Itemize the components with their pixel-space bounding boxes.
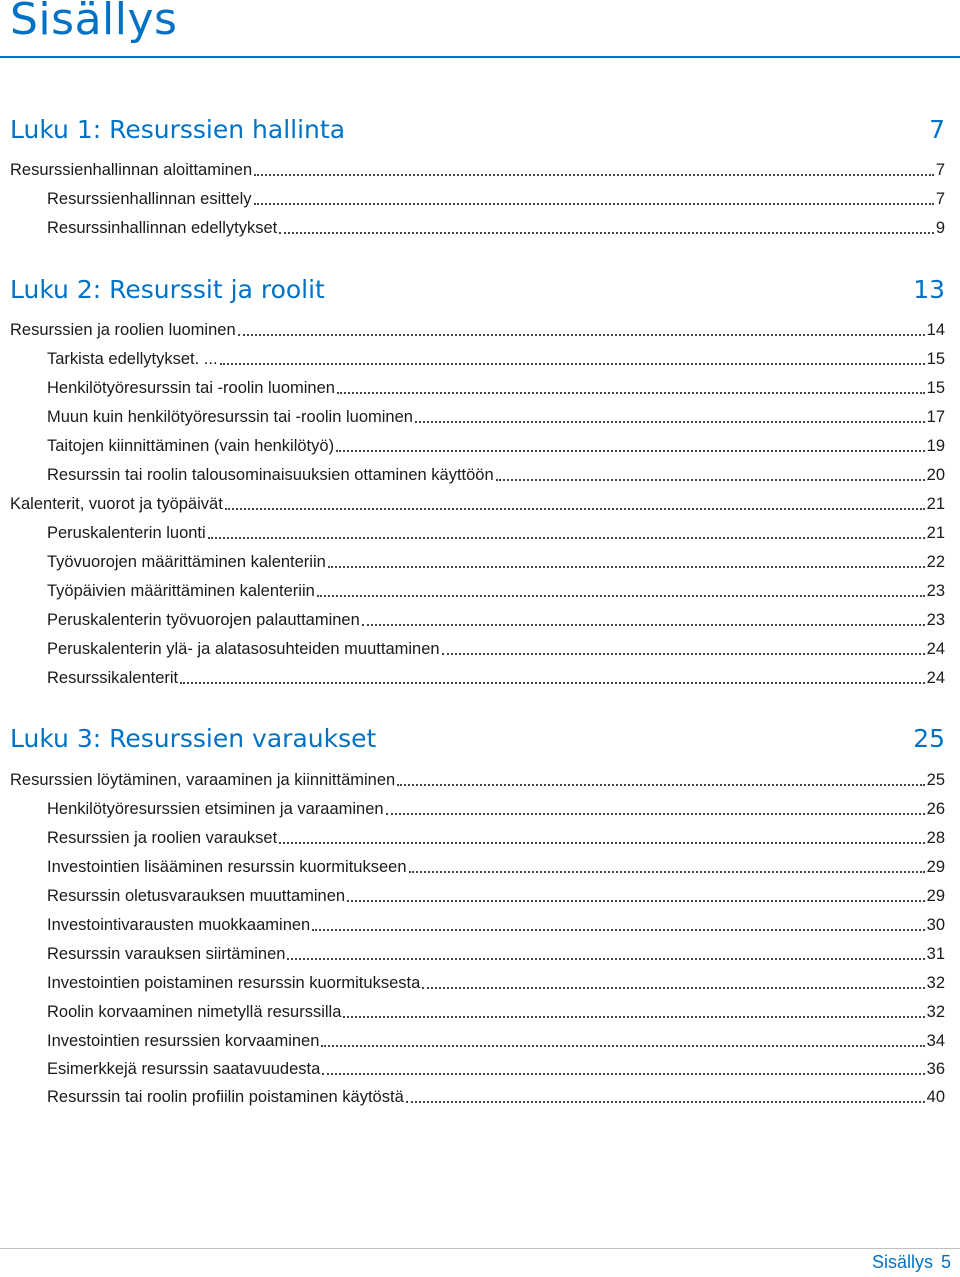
toc-entry-label: Resurssienhallinnan aloittaminen: [10, 161, 253, 179]
chapter-page: 25: [913, 723, 945, 753]
toc-entry-label: Peruskalenterin työvuorojen palauttaminen: [47, 611, 360, 629]
toc-entry-label: Esimerkkejä resurssin saatavuudesta: [47, 1060, 321, 1078]
dot-leader: [220, 363, 925, 365]
toc-entry-label: Resurssikalenterit: [47, 669, 179, 687]
toc-entry[interactable]: [47, 374, 945, 398]
dot-leader: [415, 421, 925, 423]
toc-entry-label: Taitojen kiinnittäminen (vain henkilötyö): [47, 437, 335, 455]
toc-entry[interactable]: [10, 766, 945, 790]
toc-entry-page: 22: [926, 553, 945, 571]
toc-entry-page: 17: [926, 408, 945, 426]
toc-entry-page: 30: [926, 916, 945, 934]
dot-leader: [406, 1101, 925, 1103]
toc-entry-page: 28: [926, 829, 945, 847]
dot-leader: [343, 1016, 924, 1018]
toc-entry[interactable]: [47, 461, 945, 485]
dot-leader: [362, 624, 925, 626]
dot-leader: [321, 1045, 924, 1047]
dot-leader: [397, 784, 924, 786]
toc-entry[interactable]: [47, 853, 945, 877]
page-title: Sisällys: [10, 0, 178, 45]
toc-entry-page: 19: [926, 437, 945, 455]
toc-entry-page: 29: [926, 858, 945, 876]
title-divider: [0, 56, 960, 58]
toc-entry-page: 24: [926, 640, 945, 658]
toc-entry-page: 14: [926, 321, 945, 339]
toc-entry-label: Peruskalenterin luonti: [47, 524, 206, 542]
toc-entry-label: Resurssien ja roolien varaukset: [47, 829, 278, 847]
toc-entry-label: Henkilötyöresurssin tai -roolin luominen: [47, 379, 335, 397]
toc-entry-page: 23: [926, 582, 945, 600]
toc-entry-page: 7: [935, 161, 945, 179]
toc-entry[interactable]: [47, 940, 945, 964]
toc-entry-label: Resurssien löytäminen, varaaminen ja kiinnittäminen: [10, 771, 396, 789]
dot-leader: [328, 566, 925, 568]
toc-entry-page: 36: [926, 1060, 945, 1078]
dot-leader: [208, 537, 925, 539]
chapter-heading[interactable]: [10, 721, 945, 755]
chapter-page: 13: [913, 274, 945, 304]
toc-entry[interactable]: [47, 664, 945, 688]
dot-leader: [287, 958, 924, 960]
page-footer: [872, 1252, 951, 1273]
toc-entry-page: 29: [926, 887, 945, 905]
toc-entry[interactable]: [47, 824, 945, 848]
toc-entry-label: Investointien resurssien korvaaminen: [47, 1032, 320, 1050]
toc-entry-label: Kalenterit, vuorot ja työpäivät: [10, 495, 223, 513]
toc-entry[interactable]: [47, 606, 945, 630]
toc-entry-label: Investointien lisääminen resurssin kuormitukseen: [47, 858, 407, 876]
toc-entry-page: 24: [926, 669, 945, 687]
footer-page-number: 5: [940, 1252, 951, 1272]
dot-leader: [337, 392, 925, 394]
chapter-heading[interactable]: [10, 272, 945, 306]
toc-entry-label: Resurssin varauksen siirtäminen: [47, 945, 286, 963]
toc-entry[interactable]: [47, 1055, 945, 1079]
toc-entry-label: Resurssienhallinnan esittely: [47, 190, 252, 208]
dot-leader: [409, 871, 925, 873]
dot-leader: [312, 929, 924, 931]
toc-entry[interactable]: [47, 403, 945, 427]
toc-entry[interactable]: [47, 432, 945, 456]
footer-divider: [0, 1248, 960, 1249]
toc-entry[interactable]: [47, 345, 945, 369]
toc-entry-label: Resurssinhallinnan edellytykset: [47, 219, 278, 237]
dot-leader: [238, 334, 925, 336]
toc-entry-label: Resurssien ja roolien luominen: [10, 321, 236, 339]
toc-entry-page: 9: [935, 219, 945, 237]
toc-entry-label: Resurssin oletusvarauksen muuttaminen: [47, 887, 346, 905]
toc-entry[interactable]: [10, 316, 945, 340]
toc-entry[interactable]: [10, 490, 945, 514]
toc-entry-page: 21: [926, 524, 945, 542]
toc-entry-page: 32: [926, 1003, 945, 1021]
toc-entry[interactable]: [47, 882, 945, 906]
toc-entry-page: 25: [926, 771, 945, 789]
toc-entry[interactable]: [47, 185, 945, 209]
toc-entry[interactable]: [47, 214, 945, 238]
chapter-page: 7: [929, 114, 945, 144]
toc-entry[interactable]: [47, 519, 945, 543]
toc-entry-page: 31: [926, 945, 945, 963]
dot-leader: [442, 653, 925, 655]
dot-leader: [180, 682, 925, 684]
toc-entry-label: Tarkista edellytykset. ...: [47, 350, 218, 368]
toc-entry-page: 7: [935, 190, 945, 208]
toc-entry-label: Resurssin tai roolin talousominaisuuksien ottaminen käyttöön: [47, 466, 494, 484]
toc-entry[interactable]: [47, 969, 945, 993]
toc-entry-page: 26: [926, 800, 945, 818]
toc-entry-page: 21: [926, 495, 945, 513]
toc-entry-page: 15: [926, 350, 945, 368]
toc-entry-label: Työvuorojen määrittäminen kalenteriin: [47, 553, 326, 571]
dot-leader: [254, 203, 934, 205]
dot-leader: [422, 987, 924, 989]
dot-leader: [322, 1073, 924, 1075]
dot-leader: [225, 508, 925, 510]
toc-entry-page: 23: [926, 611, 945, 629]
toc-entry[interactable]: [47, 577, 945, 601]
footer-label: Sisällys: [871, 1252, 933, 1272]
dot-leader: [279, 232, 934, 234]
toc-entry[interactable]: [47, 795, 945, 819]
toc-entry-page: 40: [926, 1088, 945, 1106]
toc-entry-page: 20: [926, 466, 945, 484]
dot-leader: [336, 450, 925, 452]
toc-entry-label: Investointivarausten muokkaaminen: [47, 916, 311, 934]
dot-leader: [496, 479, 925, 481]
toc-entry-page: 34: [926, 1032, 945, 1050]
toc-entry[interactable]: [10, 156, 945, 180]
toc-entry-page: 15: [926, 379, 945, 397]
chapter-title: Luku 2: Resurssit ja roolit: [10, 274, 325, 304]
toc-entry-page: 32: [926, 974, 945, 992]
toc-entry-label: Investointien poistaminen resurssin kuormituksesta: [47, 974, 421, 992]
toc-entry[interactable]: [47, 1083, 945, 1107]
toc-entry-label: Resurssin tai roolin profiilin poistaminen käytöstä: [47, 1088, 404, 1106]
toc-entry-label: Työpäivien määrittäminen kalenteriin: [47, 582, 315, 600]
chapter-heading[interactable]: [10, 112, 945, 146]
chapter-title: Luku 3: Resurssien varaukset: [10, 723, 377, 753]
dot-leader: [317, 595, 925, 597]
toc-entry[interactable]: [47, 911, 945, 935]
toc-entry-label: Muun kuin henkilötyöresurssin tai -roolin luominen: [47, 408, 413, 426]
dot-leader: [347, 900, 925, 902]
toc-entry[interactable]: [47, 635, 945, 659]
toc-entry[interactable]: [47, 998, 945, 1022]
chapter-title: Luku 1: Resurssien hallinta: [10, 114, 346, 144]
toc-entry[interactable]: [47, 548, 945, 572]
dot-leader: [279, 842, 924, 844]
toc-entry-label: Henkilötyöresurssien etsiminen ja varaaminen: [47, 800, 384, 818]
toc-entry[interactable]: [47, 1027, 945, 1051]
dot-leader: [254, 174, 934, 176]
toc-entry-label: Roolin korvaaminen nimetyllä resurssilla: [47, 1003, 342, 1021]
dot-leader: [386, 813, 925, 815]
toc-entry-label: Peruskalenterin ylä- ja alatasosuhteiden muuttaminen: [47, 640, 440, 658]
